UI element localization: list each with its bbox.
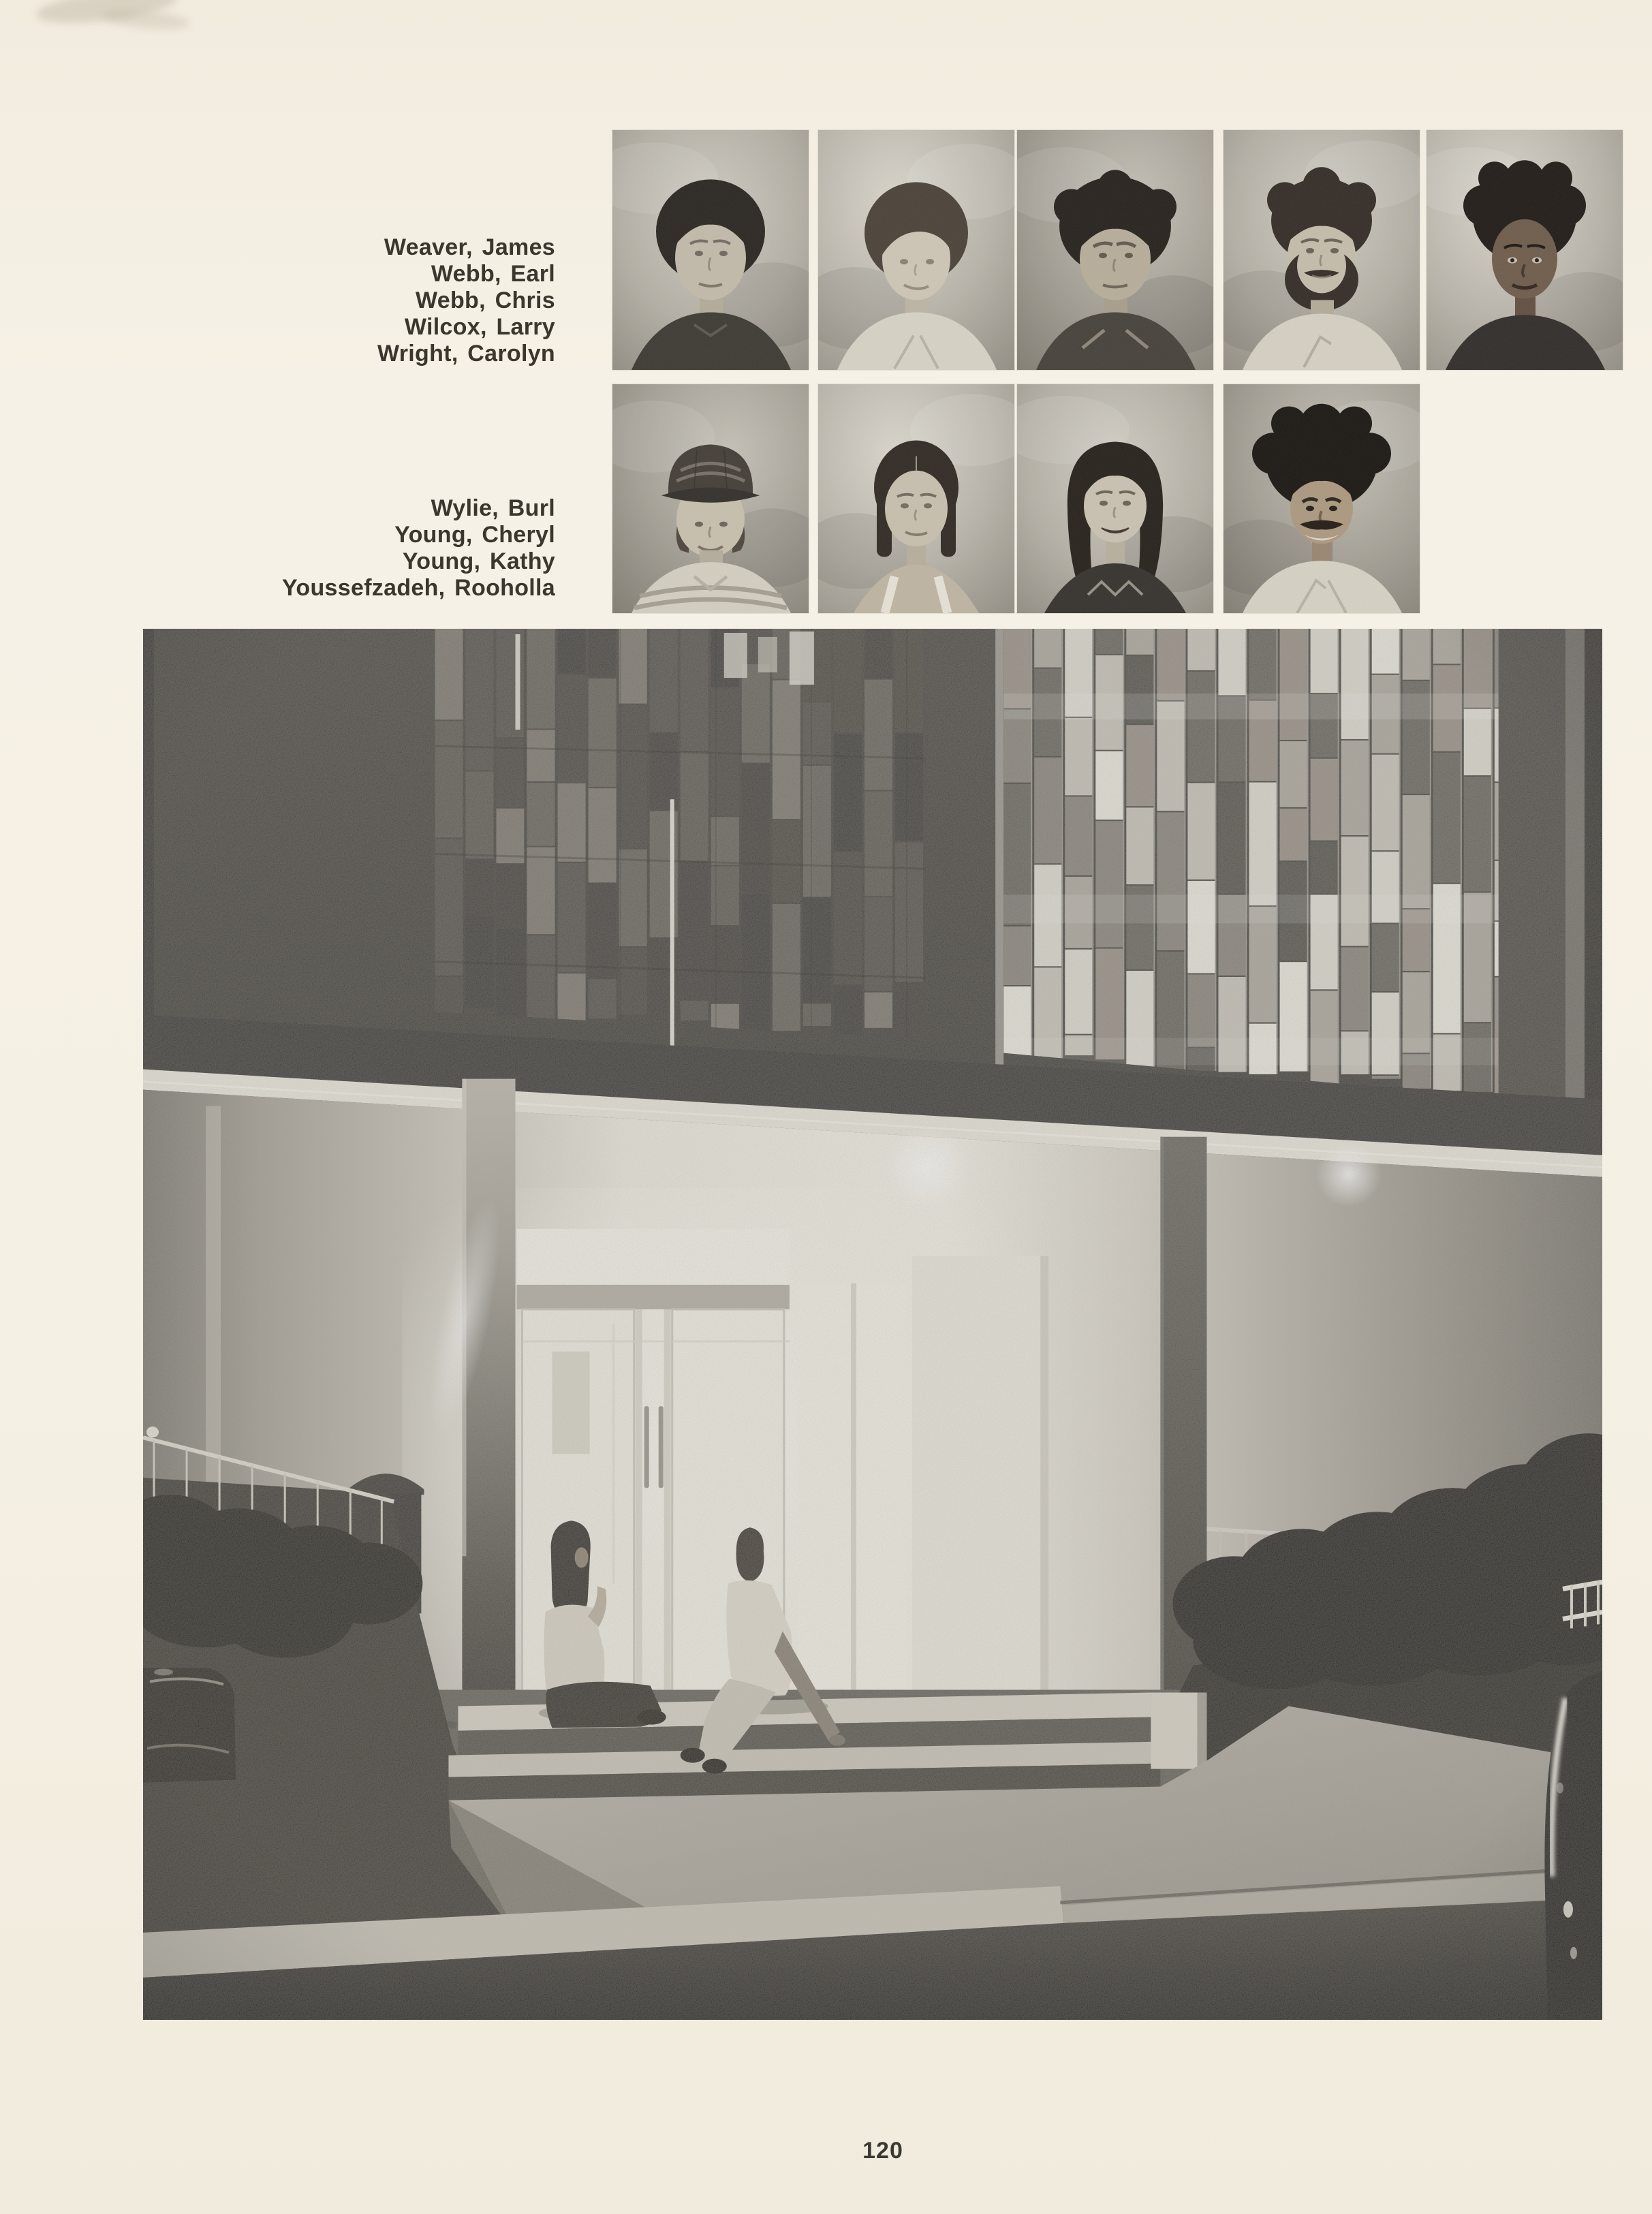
page-number: 120	[862, 2138, 903, 2164]
portrait-photo-wylie	[612, 384, 809, 613]
portrait-photo-youssefzadeh	[1224, 384, 1420, 613]
portrait-photo-weaver	[612, 130, 809, 370]
name-entry: Wright, Carolyn	[377, 341, 555, 367]
name-entry: Weaver, James	[384, 234, 555, 260]
portrait-photo-young-kathy	[1017, 384, 1213, 613]
name-entry: Young, Cheryl	[394, 522, 555, 548]
name-entry: Young, Kathy	[402, 548, 555, 574]
building-photo	[143, 629, 1602, 2020]
portrait-photo-wilcox	[1224, 130, 1420, 370]
name-entry: Wilcox, Larry	[404, 314, 555, 340]
name-entry: Youssefzadeh, Rooholla	[281, 575, 555, 601]
name-entry: Wylie, Burl	[431, 495, 555, 521]
name-entry: Webb, Chris	[415, 287, 555, 313]
name-entry: Webb, Earl	[431, 261, 555, 287]
name-list-row2	[282, 495, 555, 602]
portrait-photo-webb-earl	[818, 130, 1014, 370]
portrait-photo-webb-chris	[1017, 130, 1213, 370]
portrait-photo-wright	[1427, 130, 1623, 370]
portrait-photo-young-cheryl	[818, 384, 1014, 613]
film-grain	[143, 629, 1602, 2020]
name-list-row1	[377, 234, 555, 367]
scan-smudge	[102, 7, 191, 32]
